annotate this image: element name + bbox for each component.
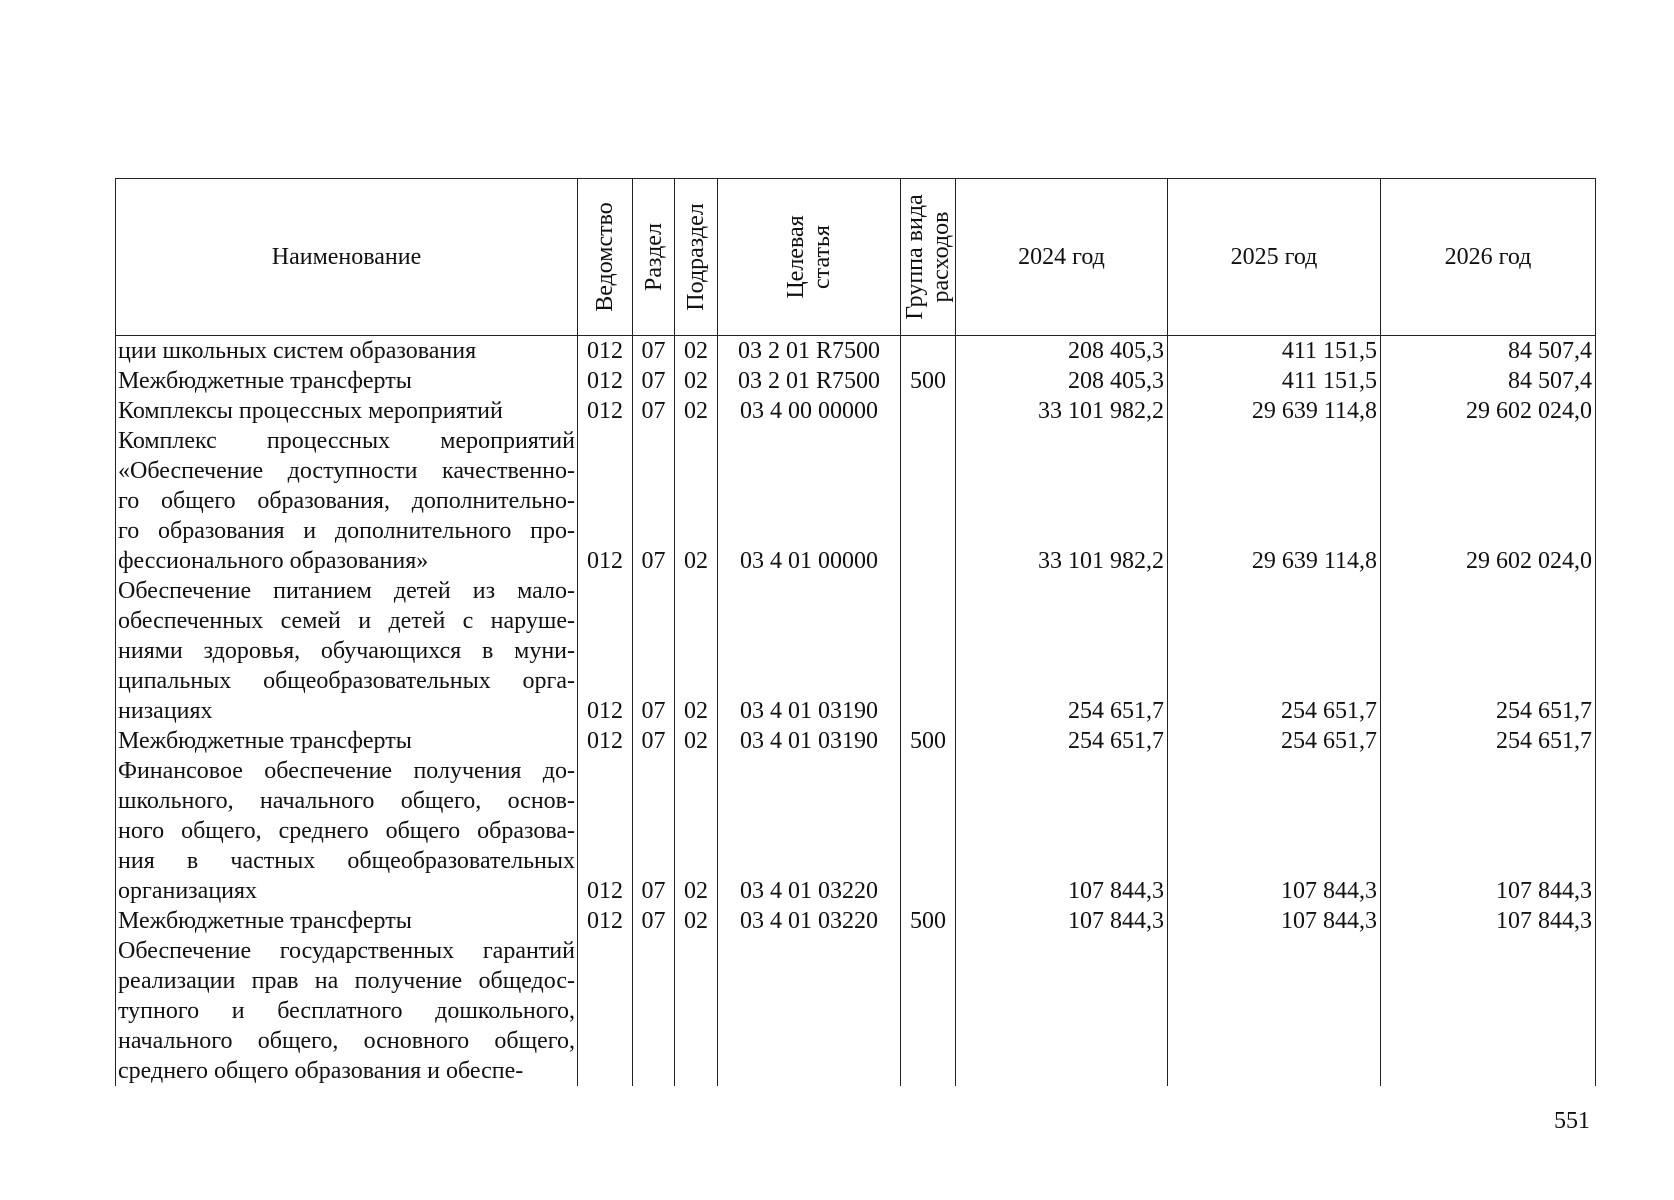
row-name-line: низациях	[118, 698, 213, 724]
table-header-row	[116, 179, 1596, 336]
row-vedomstvo: 012	[578, 426, 633, 576]
row-name-line: школьного, начального общего, основ-	[118, 788, 575, 814]
row-name-line: Межбюджетные трансферты	[118, 368, 412, 394]
row-amount-2025: 411 151,5	[1168, 336, 1381, 367]
table-row	[116, 396, 1596, 426]
row-amount-2024: 208 405,3	[956, 366, 1168, 396]
row-name-line: организациях	[118, 878, 258, 904]
table-row	[116, 906, 1596, 936]
row-razdel: 07	[633, 906, 675, 936]
row-name-line: реализации прав на получение общедос-	[118, 968, 575, 994]
row-amount-2025: 107 844,3	[1168, 756, 1381, 906]
row-celevaya-statya: 03 4 01 03190	[718, 576, 901, 726]
table-row	[116, 756, 1596, 906]
row-amount-2026: 107 844,3	[1381, 906, 1596, 936]
row-vedomstvo: 012	[578, 576, 633, 726]
row-name-line: го общего образования, дополнительно-	[118, 488, 575, 514]
row-amount-2024: 107 844,3	[956, 756, 1168, 906]
row-amount-2025: 254 651,7	[1168, 576, 1381, 726]
row-amount-2024: 33 101 982,2	[956, 396, 1168, 426]
row-name-line: Обеспечение питанием детей из мало-	[118, 578, 575, 604]
row-vedomstvo: 012	[578, 396, 633, 426]
row-amount-2024: 254 651,7	[956, 576, 1168, 726]
row-amount-2024: 33 101 982,2	[956, 426, 1168, 576]
row-name	[116, 576, 578, 726]
table-row	[116, 726, 1596, 756]
row-razdel: 07	[633, 366, 675, 396]
row-amount-2025: 29 639 114,8	[1168, 396, 1381, 426]
row-name	[116, 756, 578, 906]
row-name-line: ции школьных систем образования	[118, 338, 477, 364]
row-razdel: 07	[633, 726, 675, 756]
row-vedomstvo: 012	[578, 726, 633, 756]
row-gruppa	[901, 336, 956, 367]
row-podrazdel: 02	[675, 396, 718, 426]
row-razdel: 07	[633, 426, 675, 576]
header-podrazdel-label: Подраздел	[683, 203, 709, 311]
header-vedomstvo	[578, 179, 633, 336]
row-name	[116, 426, 578, 576]
row-celevaya-statya: 03 4 01 03190	[718, 726, 901, 756]
row-amount-2024	[956, 936, 1168, 1086]
header-celevaya-statya-label: Целевая статья	[783, 215, 835, 299]
row-podrazdel: 02	[675, 726, 718, 756]
row-gruppa	[901, 576, 956, 726]
row-name-line: ниями здоровья, обучающихся в муни-	[118, 638, 575, 664]
row-name-line: «Обеспечение доступности качественно-	[118, 458, 575, 484]
header-gruppa-vida-raskhodov	[901, 179, 956, 336]
row-name-line: го образования и дополнительного про-	[118, 518, 575, 544]
header-razdel-label: Раздел	[640, 223, 667, 291]
row-razdel: 07	[633, 756, 675, 906]
row-amount-2026	[1381, 936, 1596, 1086]
row-razdel: 07	[633, 396, 675, 426]
row-name-line: ния в частных общеобразовательных	[118, 848, 575, 874]
row-name-line: ного общего, среднего общего образова-	[118, 818, 575, 844]
row-name-line: Финансовое обеспечение получения до-	[118, 758, 575, 784]
row-podrazdel: 02	[675, 366, 718, 396]
row-gruppa: 500	[901, 726, 956, 756]
row-gruppa	[901, 756, 956, 906]
row-celevaya-statya: 03 4 01 03220	[718, 906, 901, 936]
row-amount-2026: 29 602 024,0	[1381, 426, 1596, 576]
row-name-line: Межбюджетные трансферты	[118, 728, 412, 754]
row-amount-2025: 411 151,5	[1168, 366, 1381, 396]
row-podrazdel	[675, 936, 718, 1086]
header-year-2026: 2026 год	[1381, 179, 1596, 336]
row-amount-2026: 84 507,4	[1381, 336, 1596, 367]
row-podrazdel: 02	[675, 756, 718, 906]
row-name-line: среднего общего образования и обеспе-	[118, 1058, 524, 1084]
row-name-line: тупного и бесплатного дошкольного,	[118, 998, 575, 1024]
table-row	[116, 936, 1596, 1086]
row-gruppa	[901, 936, 956, 1086]
row-amount-2024: 107 844,3	[956, 906, 1168, 936]
row-celevaya-statya: 03 4 01 00000	[718, 426, 901, 576]
row-name	[116, 396, 578, 426]
row-celevaya-statya: 03 4 01 03220	[718, 756, 901, 906]
row-name-line: Межбюджетные трансферты	[118, 908, 412, 934]
row-podrazdel: 02	[675, 576, 718, 726]
row-name	[116, 366, 578, 396]
row-amount-2025: 254 651,7	[1168, 726, 1381, 756]
row-name	[116, 726, 578, 756]
header-year-2024: 2024 год	[956, 179, 1168, 336]
row-name-line: ципальных общеобразовательных орга-	[118, 668, 575, 694]
row-name-line: Обеспечение государственных гарантий	[118, 938, 575, 964]
row-name-line: фессионального образования»	[118, 548, 429, 574]
row-celevaya-statya: 03 4 00 00000	[718, 396, 901, 426]
table-row	[116, 366, 1596, 396]
row-razdel: 07	[633, 336, 675, 367]
row-amount-2024: 254 651,7	[956, 726, 1168, 756]
row-name	[116, 906, 578, 936]
row-name-line: Комплексы процессных мероприятий	[118, 398, 503, 424]
row-vedomstvo: 012	[578, 756, 633, 906]
header-razdel	[633, 179, 675, 336]
table-row	[116, 576, 1596, 726]
row-razdel	[633, 936, 675, 1086]
row-name-line: Комплекс процессных мероприятий	[118, 428, 575, 454]
row-name-line: обеспеченных семей и детей с наруше-	[118, 608, 575, 634]
row-amount-2026: 107 844,3	[1381, 756, 1596, 906]
row-name	[116, 936, 578, 1086]
row-podrazdel: 02	[675, 426, 718, 576]
row-celevaya-statya: 03 2 01 R7500	[718, 336, 901, 367]
row-podrazdel: 02	[675, 906, 718, 936]
row-amount-2026: 29 602 024,0	[1381, 396, 1596, 426]
row-vedomstvo	[578, 936, 633, 1086]
row-podrazdel: 02	[675, 336, 718, 367]
table-row	[116, 336, 1596, 367]
row-name-line: начального общего, основного общего,	[118, 1028, 575, 1054]
header-gruppa-label: Группа вида расходов	[902, 194, 954, 320]
row-gruppa: 500	[901, 906, 956, 936]
row-celevaya-statya: 03 2 01 R7500	[718, 366, 901, 396]
header-celevaya-statya	[718, 179, 901, 336]
budget-table	[115, 178, 1596, 1086]
row-vedomstvo: 012	[578, 366, 633, 396]
header-vedomstvo-label: Ведомство	[592, 202, 618, 312]
row-name	[116, 336, 578, 367]
header-podrazdel	[675, 179, 718, 336]
row-gruppa	[901, 396, 956, 426]
row-amount-2025: 29 639 114,8	[1168, 426, 1381, 576]
row-amount-2024: 208 405,3	[956, 336, 1168, 367]
row-celevaya-statya	[718, 936, 901, 1086]
row-gruppa	[901, 426, 956, 576]
row-amount-2026: 84 507,4	[1381, 366, 1596, 396]
row-amount-2026: 254 651,7	[1381, 726, 1596, 756]
row-vedomstvo: 012	[578, 906, 633, 936]
row-gruppa: 500	[901, 366, 956, 396]
page-number: 551	[1554, 1108, 1590, 1134]
row-vedomstvo: 012	[578, 336, 633, 367]
header-year-2025: 2025 год	[1168, 179, 1381, 336]
row-amount-2026: 254 651,7	[1381, 576, 1596, 726]
table-body	[116, 336, 1596, 1087]
row-amount-2025	[1168, 936, 1381, 1086]
header-name: Наименование	[116, 179, 578, 336]
row-amount-2025: 107 844,3	[1168, 906, 1381, 936]
table-row	[116, 426, 1596, 576]
row-razdel: 07	[633, 576, 675, 726]
